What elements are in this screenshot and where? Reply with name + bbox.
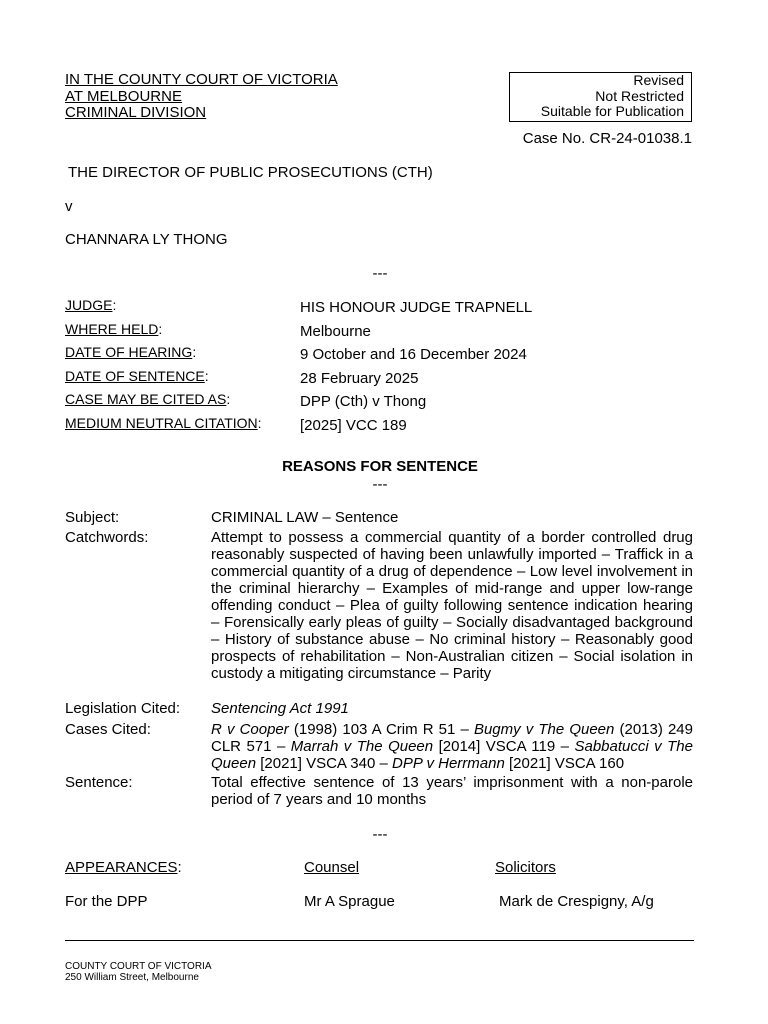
case-number: Case No. CR-24-01038.1 bbox=[522, 130, 692, 147]
detail-label: WHERE HELD: bbox=[65, 320, 163, 337]
detail-row-date-of-hearing bbox=[65, 344, 705, 368]
prosecutor-party: THE DIRECTOR OF PUBLIC PROSECUTIONS (CTH) bbox=[68, 164, 433, 181]
detail-label: MEDIUM NEUTRAL CITATION: bbox=[65, 414, 262, 431]
case-citation: [2021] VSCA 340 – bbox=[256, 755, 392, 772]
case-name: R v Cooper bbox=[211, 721, 289, 738]
detail-value: Melbourne bbox=[300, 322, 371, 340]
cases-value bbox=[211, 721, 693, 772]
subject-label: Subject: bbox=[65, 509, 120, 526]
case-citation: (1998) 103 A Crim R 51 – bbox=[288, 721, 474, 738]
detail-value: [2025] VCC 189 bbox=[300, 416, 407, 434]
catchwords-value: Attempt to possess a commercial quantity of a border controlled drug reasonably suspected of having been unlawfully imported – Traffick in a commercial quantity of a drug of dependence – Low level involvement in the criminal hierarchy – Examples of mid-range and upper low-range offending conduct – Plea of guilty following sentence indication hearing – Forensically early pleas of guilty – Socially disadvantaged background – History of substance abuse – No criminal history – Reasonably good prospects of rehabilitation – Non-Australian citizen – Social isolation in custody a mitigating circumstance – Parity bbox=[211, 529, 693, 682]
detail-row-date-of-sentence bbox=[65, 368, 705, 392]
detail-value: HIS HONOUR JUDGE TRAPNELL bbox=[300, 299, 533, 316]
detail-value: 9 October and 16 December 2024 bbox=[300, 346, 527, 364]
case-name: Bugmy v The Queen bbox=[473, 721, 615, 738]
detail-row-citation bbox=[65, 415, 705, 439]
legislation-label: Legislation Cited: bbox=[65, 700, 181, 717]
detail-value: DPP (Cth) v Thong bbox=[300, 393, 427, 411]
solicitors-header: Solicitors bbox=[495, 859, 556, 876]
status-restriction: Not Restricted bbox=[595, 87, 684, 104]
status-revised: Revised bbox=[633, 72, 684, 88]
case-citation: [2014] VSCA 119 – bbox=[433, 738, 575, 755]
case-citation: [2021] VSCA 160 bbox=[504, 755, 625, 772]
status-publication: Suitable for Publication bbox=[540, 103, 684, 119]
case-citation: (2013) 249 CLR 571 – bbox=[211, 721, 693, 755]
subject-value: CRIMINAL LAW – Sentence bbox=[211, 509, 399, 526]
court-name: IN THE COUNTY COURT OF VICTORIA bbox=[65, 71, 338, 88]
appearance-party: For the DPP bbox=[65, 893, 148, 910]
legislation-value: Sentencing Act 1991 bbox=[211, 700, 349, 717]
separator: --- bbox=[372, 826, 388, 843]
case-name: DPP v Herrmann bbox=[391, 755, 505, 772]
detail-row-where-held bbox=[65, 321, 705, 345]
sentence-label: Sentence: bbox=[65, 774, 133, 791]
court-heading bbox=[65, 72, 338, 122]
court-location: AT MELBOURNE bbox=[65, 87, 182, 105]
versus: v bbox=[65, 198, 73, 215]
case-name: Marrah v The Queen bbox=[290, 738, 434, 755]
detail-row-judge bbox=[65, 297, 705, 321]
footer-divider bbox=[65, 940, 694, 941]
reasons-title: REASONS FOR SENTENCE bbox=[282, 458, 478, 475]
counsel-header: Counsel bbox=[304, 859, 360, 876]
footer-address: 250 William Street, Melbourne bbox=[65, 972, 199, 983]
cases-label: Cases Cited: bbox=[65, 721, 151, 738]
case-name: Sabbatucci v The Queen bbox=[211, 738, 693, 772]
detail-label: DATE OF SENTENCE: bbox=[65, 367, 209, 384]
appearance-counsel: Mr A Sprague bbox=[304, 893, 395, 910]
page-footer bbox=[65, 961, 212, 983]
detail-row-cited-as bbox=[65, 391, 705, 415]
sentence-value: Total effective sentence of 13 years’ imprisonment with a non-parole period of 7 years and 10 months bbox=[211, 774, 693, 808]
detail-value: 28 February 2025 bbox=[300, 369, 419, 387]
appearances-label: APPEARANCES: bbox=[65, 859, 182, 876]
accused-party: CHANNARA LY THONG bbox=[65, 231, 228, 248]
separator: --- bbox=[372, 265, 388, 282]
case-details bbox=[65, 297, 705, 439]
court-division: CRIMINAL DIVISION bbox=[65, 104, 207, 121]
catchwords-label: Catchwords: bbox=[65, 529, 149, 546]
publication-status-box bbox=[509, 72, 692, 122]
separator: --- bbox=[372, 476, 388, 493]
detail-label: JUDGE: bbox=[65, 297, 117, 313]
appearance-solicitor: Mark de Crespigny, A/g bbox=[499, 893, 654, 910]
detail-label: DATE OF HEARING: bbox=[65, 344, 197, 361]
detail-label: CASE MAY BE CITED AS: bbox=[65, 391, 231, 408]
footer-court: COUNTY COURT OF VICTORIA bbox=[65, 961, 212, 972]
